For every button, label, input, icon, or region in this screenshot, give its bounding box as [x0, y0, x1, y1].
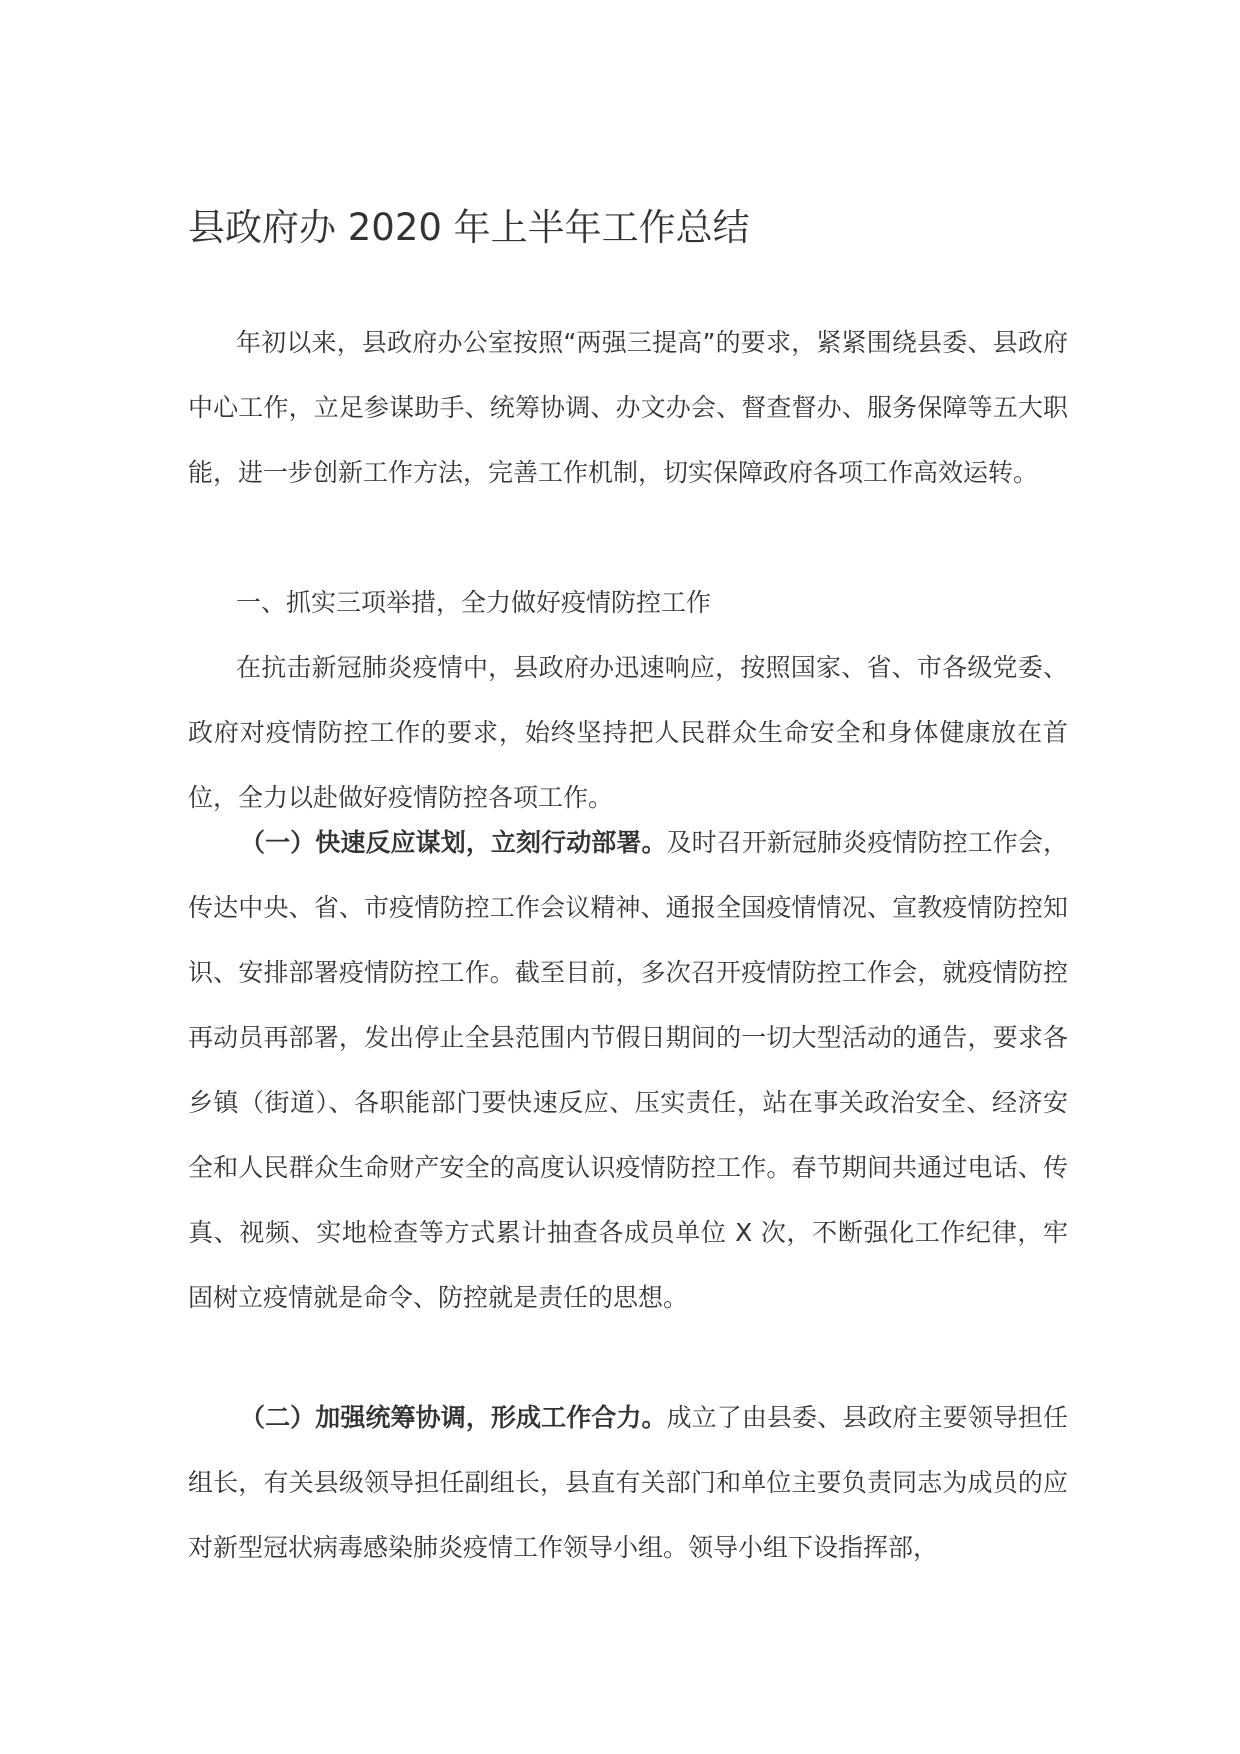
subsection-paragraph-1 [188, 810, 1068, 1330]
subsection-lead-2: （二）加强统筹协调，形成工作合力。 [240, 1403, 667, 1432]
section-heading: 一、抓实三项举措，全力做好疫情防控工作 [236, 588, 712, 617]
intro-paragraph: 年初以来，县政府办公室按照“两强三提高”的要求，紧紧围绕县委、县政府中心工作，立足参谋助手、统筹协调、办文办会、督查督办、服务保障等五大职能，进一步创新工作方法，完善工作机制，切实保障政府各项工作高效运转。 [188, 328, 1068, 487]
document-title: 县政府办 2020 年上半年工作总结 [188, 206, 750, 249]
subsection-body-2: 成立了由县委、县政府主要领导担任组长，有关县级领导担任副组长，县直有关部门和单位主要负责同志为成员的应对新型冠状病毒感染肺炎疫情工作领导小组。领导小组下设指挥部， [188, 1403, 1068, 1562]
subsection-paragraph-2 [188, 1385, 1068, 1580]
subsection-body-1: 及时召开新冠肺炎疫情防控工作会，传达中央、省、市疫情防控工作会议精神、通报全国疫情情况、宣教疫情防控知识、安排部署疫情防控工作。截至目前，多次召开疫情防控工作会，就疫情防控再动员再部署，发出停止全县范围内节假日期间的一切大型活动的通告，要求各乡镇（街道）、各职能部门要快速反应、压实责任，站在事关政治安全、经济安全和人民群众生命财产安全的高度认识疫情防控工作。春节期间共通过电话、传真、视频、实地检查等方式累计抽查各成员单位 X 次，不断强化工作纪律，牢固树立疫情就是命令、防控就是责任的思想。 [188, 828, 1068, 1312]
section-intro-paragraph: 在抗击新冠肺炎疫情中，县政府办迅速响应，按照国家、省、市各级党委、政府对疫情防控工作的要求，始终坚持把人民群众生命安全和身体健康放在首位，全力以赴做好疫情防控各项工作。 [188, 653, 1068, 812]
subsection-lead-1: （一）快速反应谋划，立刻行动部署。 [240, 828, 667, 857]
